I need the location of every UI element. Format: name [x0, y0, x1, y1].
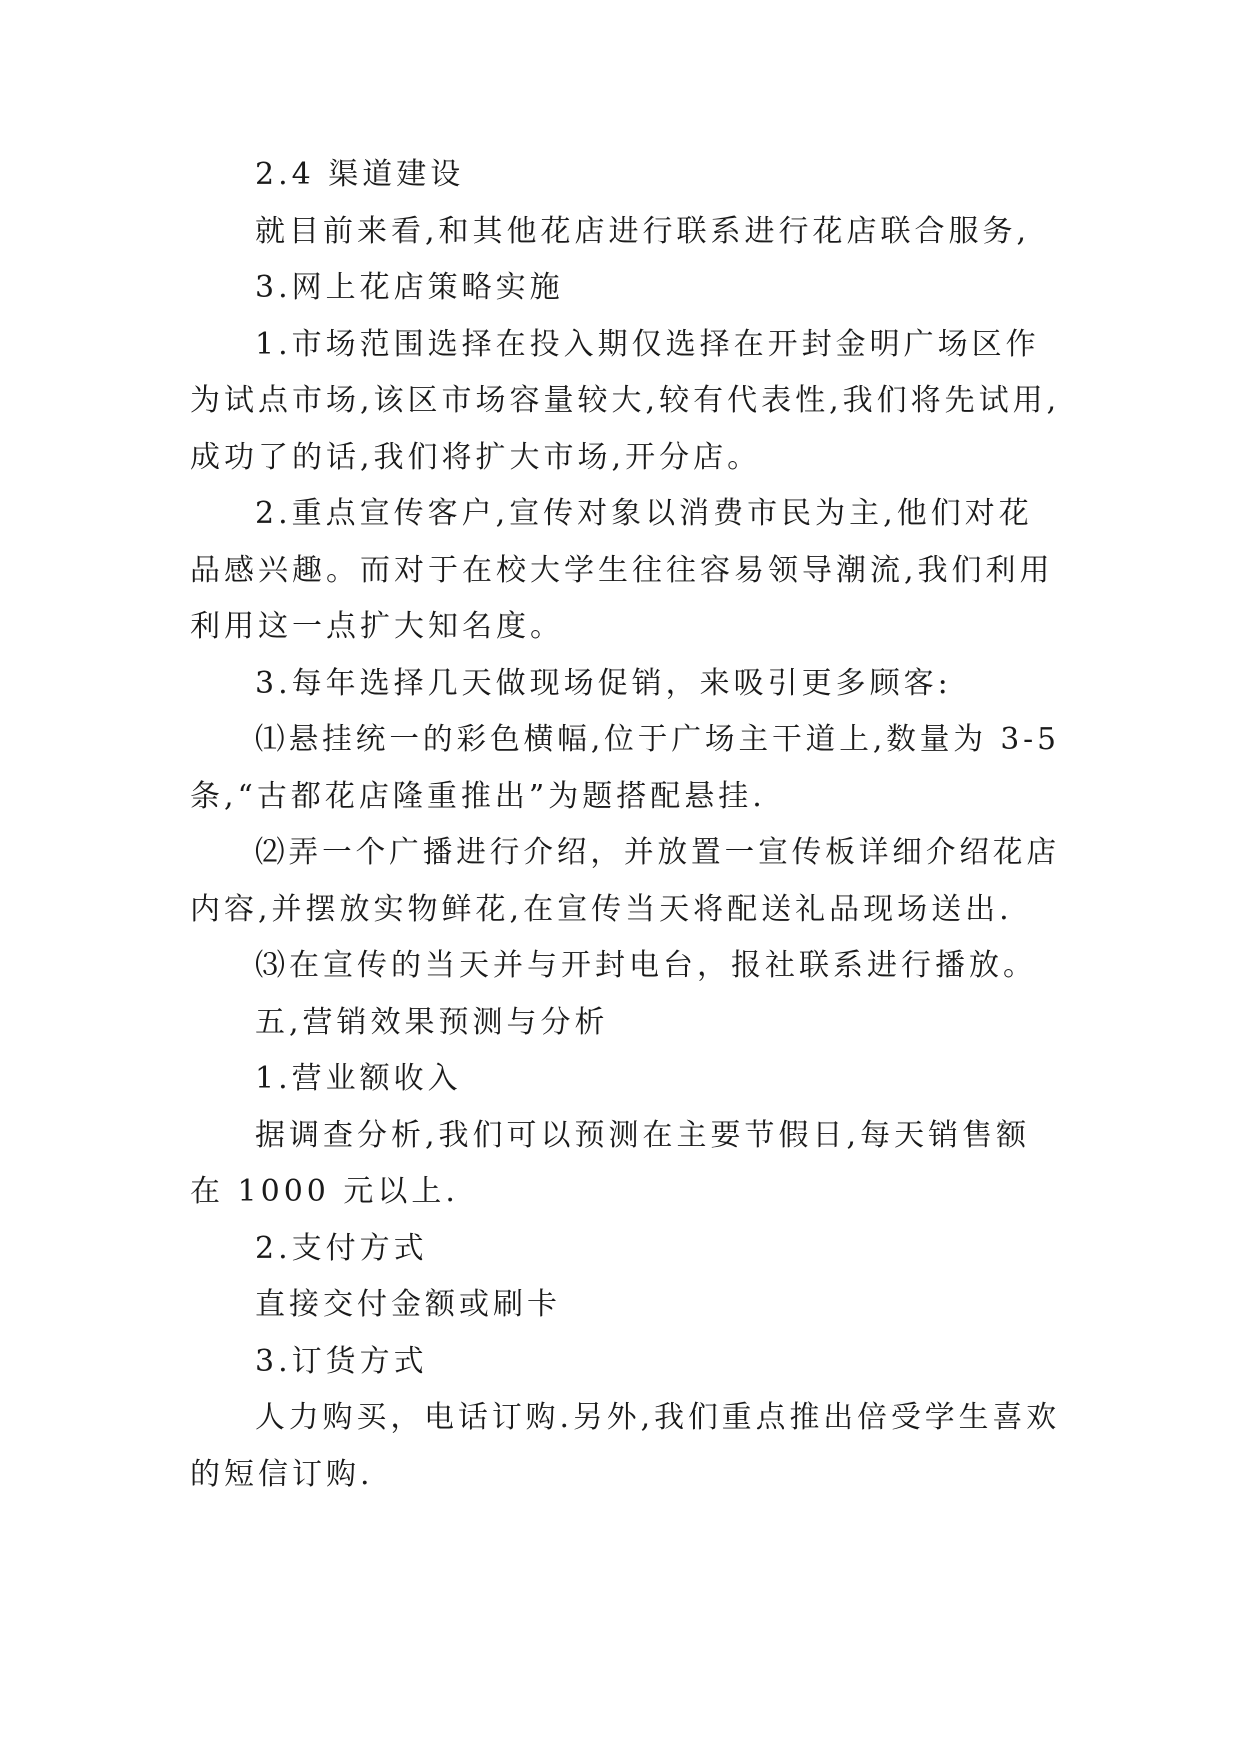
paragraph-line: 3.每年选择几天做现场促销，来吸引更多顾客: [255, 666, 952, 701]
paragraph-line: 成功了的话,我们将扩大市场,开分店。 [190, 440, 762, 475]
paragraph-line: 品感兴趣。而对于在校大学生往往容易领导潮流,我们利用 [190, 553, 1054, 588]
list-item-line: ⑴悬挂统一的彩色横幅,位于广场主干道上,数量为 3-5 [255, 722, 1060, 757]
paragraph-line: 直接交付金额或刷卡 [255, 1287, 561, 1322]
subheading-ordering: 3.订货方式 [255, 1344, 428, 1379]
subheading-payment: 2.支付方式 [255, 1231, 428, 1266]
list-item-line: ⑶在宣传的当天并与开封电台，报社联系进行播放。 [255, 948, 1037, 983]
section-heading-channel: 2.4 渠道建设 [255, 157, 465, 192]
list-item-line: ⑵弄一个广播进行介绍，并放置一宣传板详细介绍花店 [255, 835, 1060, 870]
paragraph-line: 就目前来看,和其他花店进行联系进行花店联合服务, [255, 214, 1031, 249]
paragraph-line: 2.重点宣传客户,宣传对象以消费市民为主,他们对花 [255, 496, 1033, 531]
list-item-line: 内容,并摆放实物鲜花,在宣传当天将配送礼品现场送出. [190, 892, 1013, 927]
list-item-line: 条,“古都花店隆重推出”为题搭配悬挂. [190, 779, 766, 814]
paragraph-line: 1.市场范围选择在投入期仅选择在开封金明广场区作 [255, 327, 1040, 362]
section-heading-strategy: 3.网上花店策略实施 [255, 270, 564, 305]
section-heading-forecast: 五,营销效果预测与分析 [255, 1005, 609, 1040]
paragraph-line: 利用这一点扩大知名度。 [190, 609, 564, 644]
paragraph-line: 据调查分析,我们可以预测在主要节假日,每天销售额 [255, 1118, 1031, 1153]
paragraph-line: 人力购买，电话订购.另外,我们重点推出倍受学生喜欢 [255, 1400, 1061, 1435]
paragraph-line: 在 1000 元以上. [190, 1174, 459, 1209]
subheading-revenue: 1.营业额收入 [255, 1061, 462, 1096]
paragraph-line: 的短信订购. [190, 1457, 374, 1492]
paragraph-line: 为试点市场,该区市场容量较大,较有代表性,我们将先试用, [190, 383, 1061, 418]
